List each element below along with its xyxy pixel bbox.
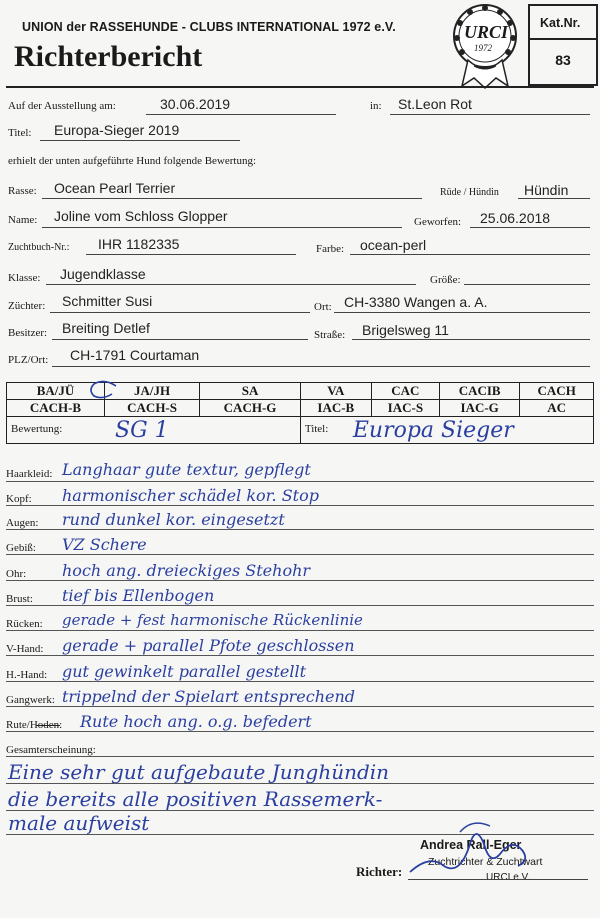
urci-logo	[448, 2, 522, 90]
gangwerk-text: trippelnd der Spielart entsprechend	[62, 687, 356, 706]
plz-label: PLZ/Ort:	[8, 354, 49, 366]
award-cach-s: CACH-S	[104, 400, 199, 417]
zb-label: Zuchtbuch-Nr.:	[8, 242, 70, 253]
header-divider	[6, 86, 594, 88]
farbe-label: Farbe:	[316, 243, 345, 255]
zuechter-value: Schmitter Susi	[62, 293, 153, 309]
augen-text: rund dunkel kor. eingesetzt	[62, 510, 285, 529]
selected-class-mark	[86, 380, 122, 402]
titel-label: Titel:	[8, 127, 32, 139]
bewertung-cell	[7, 417, 301, 444]
award-iac-s: IAC-S	[371, 400, 439, 417]
exhibition-date: 30.06.2019	[160, 96, 231, 112]
award-cach-b: CACH-B	[7, 400, 105, 417]
gesamt-line1: Eine sehr gut aufgebaute Junghündin	[8, 760, 390, 784]
rasse-label: Rasse:	[8, 185, 37, 197]
page-title: Richterbericht	[14, 40, 203, 73]
gangwerk-label: Gangwerk:	[6, 694, 55, 706]
ruecken-text: gerade + fest harmonische Rückenlinie	[62, 611, 363, 629]
grid-titel-value: Europa Sieger	[352, 418, 514, 443]
award-iac-g: IAC-G	[439, 400, 519, 417]
award-sa: SA	[200, 383, 301, 400]
logo-text: URCI	[464, 22, 509, 42]
klasse-label: Klasse:	[8, 272, 41, 284]
rute-text: Rute hoch ang. o.g. befedert	[80, 712, 312, 731]
katnr-value: 83	[555, 52, 571, 68]
brust-text: tief bis Ellenbogen	[62, 586, 215, 605]
sex-label: Rüde / Hündin	[440, 187, 499, 198]
katnr-box	[528, 4, 598, 86]
gebiss-label: Gebiß:	[6, 542, 36, 554]
awards-row-bottom	[7, 400, 594, 417]
zb-value: IHR 1182335	[98, 236, 180, 252]
gesamt-line2: die bereits alle positiven Rassemerk-	[8, 787, 383, 811]
gesamt-label: Gesamterscheinung:	[6, 744, 96, 756]
born-label: Geworfen:	[414, 216, 462, 228]
augen-label: Augen:	[6, 517, 39, 529]
judge-signature	[400, 814, 543, 884]
bewertung-label: Bewertung:	[11, 423, 63, 435]
klasse-value: Jugendklasse	[60, 266, 146, 282]
ohr-text: hoch ang. dreieckiges Stehohr	[62, 561, 311, 580]
judge-org: URCI e.V.	[486, 872, 531, 883]
besitzer-label: Besitzer:	[8, 327, 48, 339]
vhand-label: V-Hand:	[6, 643, 44, 655]
award-cach-g: CACH-G	[200, 400, 301, 417]
award-cac: CAC	[371, 383, 439, 400]
award-va: VA	[300, 383, 371, 400]
born-value: 25.06.2018	[480, 210, 551, 226]
ohr-label: Ohr:	[6, 568, 27, 580]
hoden-strike	[36, 725, 60, 726]
kopf-label: Kopf:	[6, 493, 32, 505]
katnr-label: Kat.Nr.	[540, 16, 581, 30]
award-ba-ju: BA/JÜ	[7, 383, 105, 400]
award-cach: CACH	[520, 383, 594, 400]
titel-value: Europa-Sieger 2019	[54, 122, 180, 138]
intro-text: erhielt der unten aufgeführte Hund folgende Bewertung:	[8, 155, 257, 167]
titel-cell	[300, 417, 593, 444]
hhand-label: H.-Hand:	[6, 669, 48, 681]
rute-label: Rute/Hoden:	[6, 719, 63, 731]
kopf-text: harmonischer schädel kor. Stop	[62, 486, 319, 505]
ruecken-label: Rücken:	[6, 618, 43, 630]
farbe-value: ocean-perl	[360, 237, 427, 253]
richter-label: Richter:	[356, 864, 403, 879]
in-value: St.Leon Rot	[398, 96, 472, 112]
logo-year: 1972	[474, 43, 492, 53]
sex-value: Hündin	[524, 182, 569, 198]
hhand-text: gut gewinkelt parallel gestellt	[62, 662, 307, 681]
zuechter-label: Züchter:	[8, 300, 46, 312]
gesamt-line3: male aufweist	[8, 811, 150, 835]
award-ja-jh: JA/JH	[104, 383, 199, 400]
besitzer-value: Breiting Detlef	[62, 320, 150, 336]
brust-label: Brust:	[6, 593, 33, 605]
gebiss-text: VZ Schere	[62, 535, 147, 554]
ort-label: Ort:	[314, 301, 332, 313]
award-ac: AC	[520, 400, 594, 417]
name-value: Joline vom Schloss Glopper	[54, 208, 228, 224]
haarkleid-text: Langhaar gute textur, gepflegt	[62, 460, 311, 479]
in-label: in:	[370, 100, 382, 112]
bewertung-row	[7, 417, 594, 444]
award-iac-b: IAC-B	[300, 400, 371, 417]
strasse-label: Straße:	[314, 329, 346, 341]
plz-value: CH-1791 Courtaman	[70, 347, 200, 363]
judge-name: Andrea Rall-Eger	[420, 838, 522, 852]
rasse-value: Ocean Pearl Terrier	[54, 180, 176, 196]
groesse-label: Größe:	[430, 274, 461, 286]
vhand-text: gerade + parallel Pfote geschlossen	[62, 636, 355, 655]
union-heading: UNION der RASSEHUNDE - CLUBS INTERNATIONAL 1972 e.V.	[22, 20, 396, 34]
grid-titel-label: Titel:	[304, 423, 329, 435]
name-label: Name:	[8, 214, 38, 226]
judge-role: Zuchtrichter & Zuchtwart	[428, 856, 543, 868]
ort-value: CH-3380 Wangen a. A.	[344, 294, 488, 310]
exhibition-label: Auf der Ausstellung am:	[8, 100, 116, 112]
award-cacib: CACIB	[439, 383, 519, 400]
bewertung-value: SG 1	[115, 418, 169, 443]
strasse-value: Brigelsweg 11	[362, 322, 449, 338]
haarkleid-label: Haarkleid:	[6, 468, 53, 480]
